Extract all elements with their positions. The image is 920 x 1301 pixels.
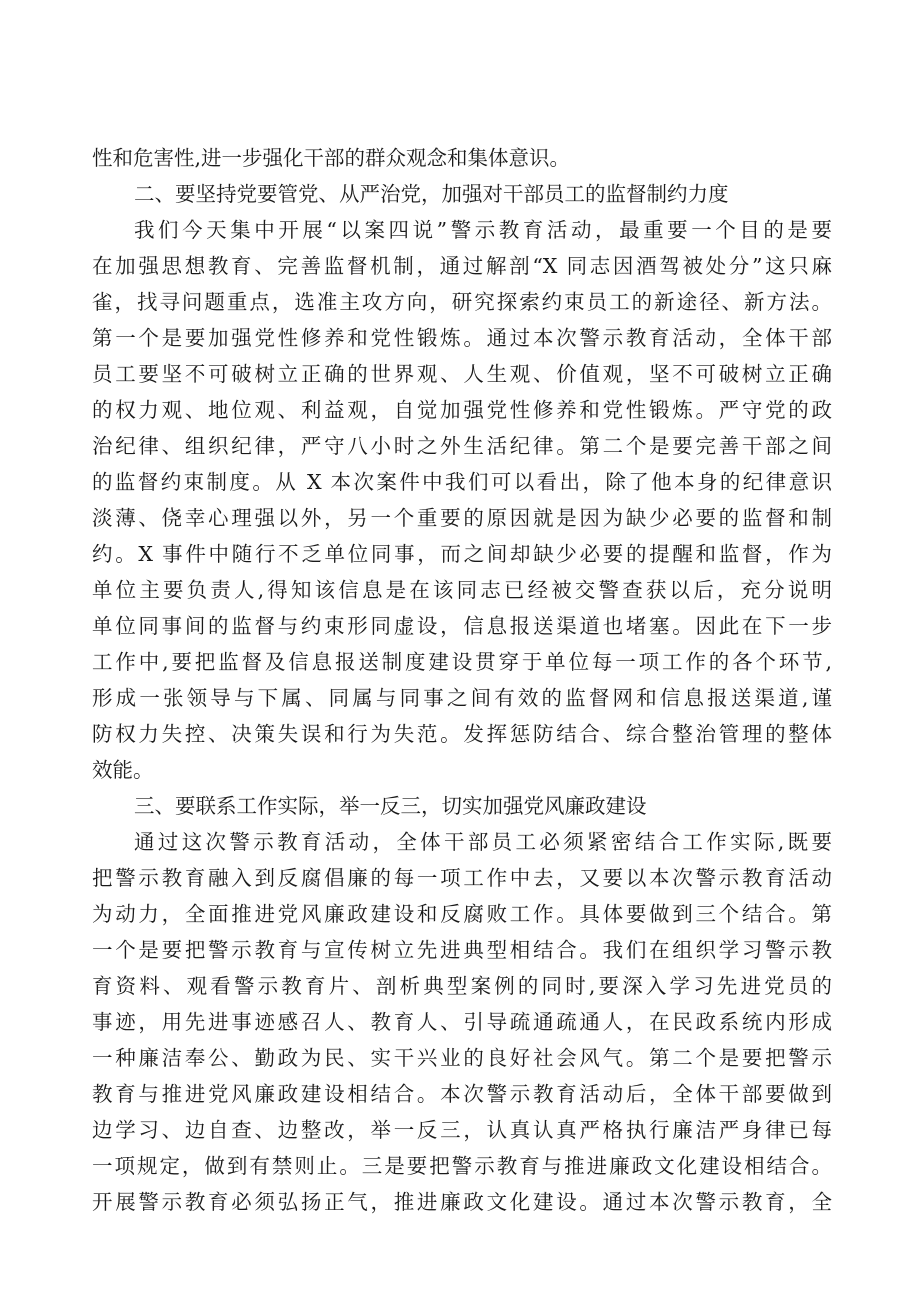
text-line: 防权力失控、决策失误和行为失范。发挥惩防结合、综合整治管理的整体 — [92, 722, 832, 746]
text-line: 第一个是要加强党性修养和党性锻炼。通过本次警示教育活动，全体干部 — [92, 326, 832, 350]
text-line: 单位主要负责人,得知该信息是在该同志已经被交警查获以后，充分说明 — [92, 578, 832, 602]
document-body — [92, 140, 832, 1220]
text-line: 一种廉洁奉公、勤政为民、实干兴业的良好社会风气。第二个是要把警示 — [92, 1046, 832, 1070]
text-line: 约。X 事件中随行不乏单位同事，而之间却缺少必要的提醒和监督，作为 — [92, 542, 832, 566]
text-line: 二、要坚持党要管党、从严治党，加强对干部员工的监督制约力度 — [134, 182, 729, 206]
text-line: 治纪律、组织纪律，严守八小时之外生活纪律。第二个是要完善干部之间 — [92, 434, 832, 458]
text-line: 边学习、边自查、边整改，举一反三，认真认真严格执行廉洁严身律已每 — [92, 1118, 832, 1142]
text-line: 教育与推进党风廉政建设相结合。本次警示教育活动后，全体干部要做到 — [92, 1082, 832, 1106]
text-line: 效能。 — [92, 758, 154, 782]
text-line: 一个是要把警示教育与宣传树立先进典型相结合。我们在组织学习警示教 — [92, 938, 832, 962]
text-line: 我们今天集中开展“以案四说”警示教育活动，最重要一个目的是要 — [134, 218, 832, 242]
text-line: 把警示教育融入到反腐倡廉的每一项工作中去，又要以本次警示教育活动 — [92, 866, 832, 890]
text-line: 的权力观、地位观、利益观，自觉加强党性修养和党性锻炼。严守党的政 — [92, 398, 832, 422]
text-line: 单位同事间的监督与约束形同虚设，信息报送渠道也堵塞。因此在下一步 — [92, 614, 832, 638]
text-line: 淡薄、侥幸心理强以外，另一个重要的原因就是因为缺少必要的监督和制 — [92, 506, 832, 530]
text-line: 性和危害性,进一步强化干部的群众观念和集体意识。 — [92, 146, 571, 170]
text-line: 开展警示教育必须弘扬正气，推进廉政文化建设。通过本次警示教育，全 — [92, 1190, 832, 1214]
text-line: 三、要联系工作实际，举一反三，切实加强党风廉政建设 — [134, 794, 647, 818]
text-line: 工作中,要把监督及信息报送制度建设贯穿于单位每一项工作的各个环节, — [92, 650, 832, 674]
text-line: 育资料、观看警示教育片、剖析典型案例的同时,要深入学习先进党员的 — [92, 974, 832, 998]
text-line: 在加强思想教育、完善监督机制，通过解剖“X 同志因酒驾被处分”这只麻 — [92, 254, 832, 278]
text-line: 形成一张领导与下属、同属与同事之间有效的监督网和信息报送渠道,谨 — [92, 686, 832, 710]
text-line: 事迹，用先进事迹感召人、教育人、引导疏通疏通人，在民政系统内形成 — [92, 1010, 832, 1034]
text-line: 为动力，全面推进党风廉政建设和反腐败工作。具体要做到三个结合。第 — [92, 902, 832, 926]
text-line: 一项规定，做到有禁则止。三是要把警示教育与推进廉政文化建设相结合。 — [92, 1154, 832, 1178]
text-line: 员工要坚不可破树立正确的世界观、人生观、价值观，坚不可破树立正确 — [92, 362, 832, 386]
text-line: 雀，找寻问题重点，选准主攻方向，研究探索约束员工的新途径、新方法。 — [92, 290, 832, 314]
text-line: 通过这次警示教育活动，全体干部员工必须紧密结合工作实际,既要 — [134, 830, 832, 854]
text-line: 的监督约束制度。从 X 本次案件中我们可以看出，除了他本身的纪律意识 — [92, 470, 832, 494]
